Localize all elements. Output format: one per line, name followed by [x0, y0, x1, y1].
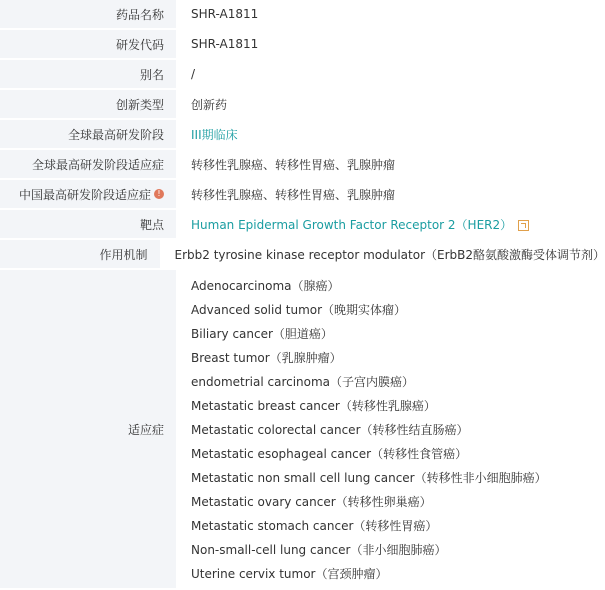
list-item: Metastatic breast cancer（转移性乳腺癌）: [191, 399, 436, 413]
alias-value: /: [191, 67, 196, 81]
info-icon[interactable]: !: [154, 189, 164, 199]
row-alias: [0, 60, 605, 90]
global-phase-link[interactable]: III期临床: [191, 127, 238, 142]
china-indication-label: 中国最高研发阶段适应症: [18, 187, 151, 202]
row-drug-name: [0, 0, 605, 30]
list-item: Non-small-cell lung cancer（非小细胞肺癌）: [191, 543, 447, 557]
mechanism-value: Erbb2 tyrosine kinase receptor modulator（ErbB2酪氨酸激酶受体调节剂）: [174, 247, 605, 262]
drug-name-label: 药品名称: [0, 0, 176, 28]
row-mechanism: [0, 240, 605, 270]
row-innovation-type: [0, 90, 605, 120]
list-item: Breast tumor（乳腺肿瘤）: [191, 351, 342, 365]
target-link[interactable]: Human Epidermal Growth Factor Receptor 2（HER2）: [191, 217, 513, 232]
global-indication-label: 全球最高研发阶段适应症: [0, 150, 176, 178]
list-item: Metastatic stomach cancer（转移性胃癌）: [191, 519, 438, 533]
row-target: [0, 210, 605, 240]
drug-name-value: SHR-A1811: [191, 7, 259, 21]
list-item: Adenocarcinoma（腺癌）: [191, 279, 340, 293]
list-item: Metastatic colorectal cancer（转移性结直肠癌）: [191, 423, 469, 437]
list-item: Metastatic ovary cancer（转移性卵巢癌）: [191, 495, 432, 509]
list-item: Uterine cervix tumor（宫颈肿瘤）: [191, 567, 388, 581]
global-indication-value: 转移性乳腺癌、转移性胃癌、乳腺肿瘤: [191, 157, 396, 172]
list-item: Advanced solid tumor（晚期实体瘤）: [191, 303, 407, 317]
list-item: Metastatic non small cell lung cancer（转移性非小细胞肺癌）: [191, 471, 547, 485]
row-global-phase: [0, 120, 605, 150]
list-item: endometrial carcinoma（子宫内膜癌）: [191, 375, 415, 389]
dev-code-value: SHR-A1811: [191, 37, 259, 51]
alias-label: 别名: [0, 60, 176, 88]
china-indication-value: 转移性乳腺癌、转移性胃癌、乳腺肿瘤: [191, 187, 396, 202]
dev-code-label: 研发代码: [0, 30, 176, 58]
row-dev-code: [0, 30, 605, 60]
list-item: Biliary cancer（胆道癌）: [191, 327, 333, 341]
row-global-indication: [0, 150, 605, 180]
mechanism-label: 作用机制: [0, 240, 160, 268]
row-indications: [0, 270, 605, 590]
external-link-icon[interactable]: [518, 220, 529, 231]
innovation-type-label: 创新类型: [0, 90, 176, 118]
innovation-type-value: 创新药: [191, 97, 228, 112]
list-item: Metastatic esophageal cancer（转移性食管癌）: [191, 447, 468, 461]
target-label: 靶点: [0, 210, 176, 238]
global-phase-label: 全球最高研发阶段: [0, 120, 176, 148]
row-china-indication: [0, 180, 605, 210]
indications-label: 适应症: [0, 270, 176, 588]
indication-list: [191, 270, 547, 586]
